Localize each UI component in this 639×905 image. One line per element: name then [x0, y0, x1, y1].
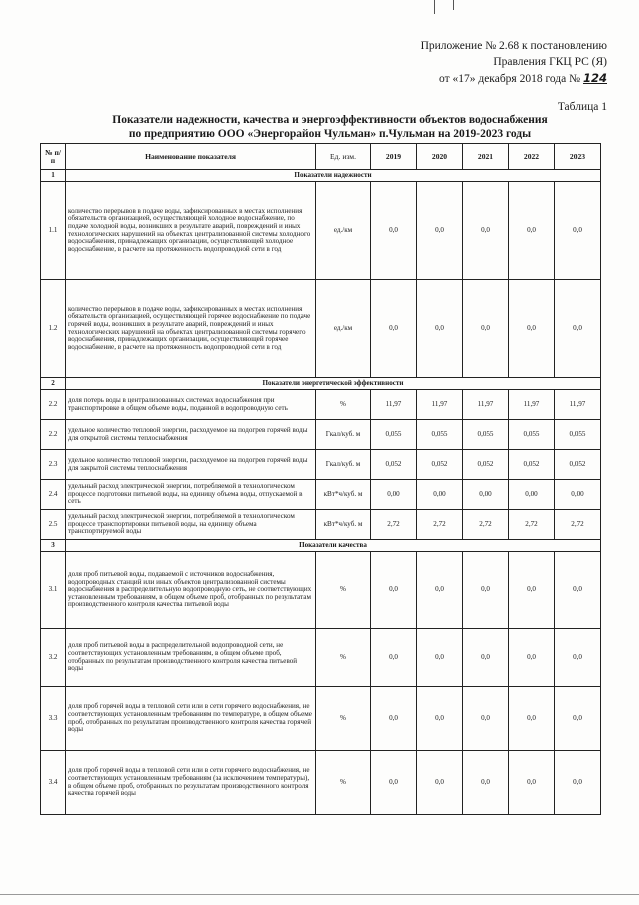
section-title: Показатели энергетической эффективности	[66, 378, 601, 390]
table-row	[41, 420, 601, 450]
value-2019: 0,0	[371, 751, 417, 815]
unit-cell: %	[316, 629, 371, 687]
unit-cell: %	[316, 390, 371, 420]
value-2022: 0,0	[509, 687, 555, 751]
section-row	[41, 170, 601, 182]
value-2022: 0,055	[509, 420, 555, 450]
value-2023: 2,72	[555, 510, 601, 540]
indicator-name: удельный расход электрической энергии, потребляемой в технологическом процессе транспортировки питьевой воды, на единицу объема транспортируемой воды	[66, 510, 316, 540]
value-2020: 0,0	[417, 552, 463, 629]
col-header-2021: 2021	[463, 144, 509, 170]
value-2019: 0,0	[371, 280, 417, 378]
indicator-name: доля проб питьевой воды, подаваемой с источников водоснабжения, водопроводных станций или иных объектов централизованной системы водоснабжения в распределительную водопроводную сеть, не соответствующих установленным требованиям, в общем объеме проб, отобранных по результатам производственного контроля качества питьевой воды	[66, 552, 316, 629]
header-date: от «17» декабря 2018 года №	[438, 73, 581, 85]
value-2020: 0,055	[417, 420, 463, 450]
value-2022: 0,0	[509, 552, 555, 629]
indicator-name: доля проб горячей воды в тепловой сети или в сети горячего водоснабжения, не соответствующих установленным требованиям (за исключением температуры), в общем объеме проб, отобранных по результатам производственного контроля качества горячей воды	[66, 751, 316, 815]
value-2022: 11,97	[509, 390, 555, 420]
value-2019: 0,0	[371, 552, 417, 629]
indicator-name: удельное количество тепловой энергии, расходуемое на подогрев горячей воды для открытой системы теплоснабжения	[66, 420, 316, 450]
table-row	[41, 450, 601, 480]
value-2020: 0,00	[417, 480, 463, 510]
row-number: 2.4	[41, 480, 66, 510]
document-header	[421, 38, 607, 87]
row-number: 2.3	[41, 450, 66, 480]
section-title: Показатели надежности	[66, 170, 601, 182]
value-2019: 2,72	[371, 510, 417, 540]
value-2023: 11,97	[555, 390, 601, 420]
table-row	[41, 390, 601, 420]
table-row	[41, 480, 601, 510]
value-2021: 0,00	[463, 480, 509, 510]
table-label: Таблица 1	[557, 101, 607, 113]
scan-artifact	[0, 894, 639, 895]
value-2020: 11,97	[417, 390, 463, 420]
unit-cell: %	[316, 751, 371, 815]
table-row	[41, 687, 601, 751]
section-number: 1	[41, 170, 66, 182]
col-header-name: Наименование показателя	[66, 144, 316, 170]
scan-artifact	[453, 0, 454, 10]
value-2021: 0,052	[463, 450, 509, 480]
unit-cell: Гкал/куб. м	[316, 420, 371, 450]
row-number: 2.2	[41, 390, 66, 420]
value-2023: 0,0	[555, 182, 601, 280]
value-2022: 0,0	[509, 629, 555, 687]
row-number: 2.2	[41, 420, 66, 450]
col-header-num: № п/п	[41, 144, 66, 170]
indicator-name: доля проб горячей воды в тепловой сети или в сети горячего водоснабжения, не соответствующих установленным требованиям по температуре, в общем объеме проб, отобранных по результатам производственного контроля качества горячей воды	[66, 687, 316, 751]
col-header-2022: 2022	[509, 144, 555, 170]
table-row	[41, 182, 601, 280]
section-number: 3	[41, 540, 66, 552]
section-number: 2	[41, 378, 66, 390]
value-2019: 0,052	[371, 450, 417, 480]
value-2021: 11,97	[463, 390, 509, 420]
value-2020: 0,0	[417, 687, 463, 751]
value-2021: 0,0	[463, 280, 509, 378]
table-row	[41, 629, 601, 687]
value-2022: 0,0	[509, 280, 555, 378]
value-2021: 0,0	[463, 629, 509, 687]
unit-cell: %	[316, 552, 371, 629]
value-2022: 0,052	[509, 450, 555, 480]
value-2021: 0,0	[463, 552, 509, 629]
value-2020: 0,0	[417, 280, 463, 378]
header-line-1: Приложение № 2.68 к постановлению	[420, 40, 607, 52]
value-2023: 0,0	[555, 629, 601, 687]
header-line-3	[421, 70, 607, 87]
row-number: 3.4	[41, 751, 66, 815]
header-line-2: Правления ГКЦ РС (Я)	[493, 56, 607, 68]
value-2021: 0,0	[463, 751, 509, 815]
indicator-name: количество перерывов в подаче воды, зафиксированных в местах исполнения обязательств организацией, осуществляющей холодное водоснабжение, по подаче холодной воды, возникших в результате аварий, повреждений и иных технологических нарушений на объектах централизованной системы холодного водоснабжения, принадлежащих организации, осуществляющей холодное водоснабжение, в расчете на протяженность водопроводной сети в год	[66, 182, 316, 280]
value-2023: 0,055	[555, 420, 601, 450]
indicators-table	[40, 143, 601, 815]
indicator-name: удельный расход электрической энергии, потребляемой в технологическом процессе подготовки питьевой воды, на единицу объема воды, отпускаемой в сеть	[66, 480, 316, 510]
row-number: 1.1	[41, 182, 66, 280]
value-2019: 0,0	[371, 182, 417, 280]
table-row	[41, 552, 601, 629]
col-header-unit: Ед. изм.	[316, 144, 371, 170]
value-2022: 0,00	[509, 480, 555, 510]
row-number: 3.3	[41, 687, 66, 751]
value-2019: 0,055	[371, 420, 417, 450]
table-row	[41, 510, 601, 540]
row-number: 3.1	[41, 552, 66, 629]
value-2021: 0,0	[463, 687, 509, 751]
value-2023: 0,052	[555, 450, 601, 480]
unit-cell: ед./км	[316, 182, 371, 280]
value-2020: 0,052	[417, 450, 463, 480]
table-row	[41, 751, 601, 815]
value-2021: 0,0	[463, 182, 509, 280]
scan-artifact	[434, 0, 435, 14]
value-2020: 0,0	[417, 182, 463, 280]
unit-cell: ед./км	[316, 280, 371, 378]
row-number: 1.2	[41, 280, 66, 378]
value-2021: 2,72	[463, 510, 509, 540]
col-header-2019: 2019	[371, 144, 417, 170]
table-row	[41, 280, 601, 378]
value-2023: 0,0	[555, 751, 601, 815]
table-body	[41, 170, 601, 815]
unit-cell: Гкал/куб. м	[316, 450, 371, 480]
indicator-name: доля потерь воды в централизованных системах водоснабжения при транспортировке в общем объеме воды, поданной в водопроводную сеть	[66, 390, 316, 420]
title-line-1: Показатели надежности, качества и энергоэффективности объектов водоснабжения	[112, 114, 548, 126]
section-row	[41, 378, 601, 390]
indicator-name: доля проб питьевой воды в распределительной водопроводной сети, не соответствующих установленным требованиям, в общем объеме проб, отобранных по результатам производственного контроля качества питьевой воды	[66, 629, 316, 687]
table-header-row	[41, 144, 601, 170]
indicator-name: количество перерывов в подаче воды, зафиксированных в местах исполнения обязательств организацией, осуществляющей горячее водоснабжение по подаче горячей воды, возникших в результате аварий, повреждений и иных технологических нарушений на объектах централизованной системы горячего водоснабжения, принадлежащих организации, осуществляющей горячее водоснабжение, в расчете на протяженность водопроводной сети в год	[66, 280, 316, 378]
value-2023: 0,0	[555, 687, 601, 751]
value-2019: 0,0	[371, 687, 417, 751]
value-2020: 2,72	[417, 510, 463, 540]
indicator-name: удельное количество тепловой энергии, расходуемое на подогрев горячей воды для закрытой системы теплоснабжения	[66, 450, 316, 480]
unit-cell: %	[316, 687, 371, 751]
title-line-2: по предприятию ООО «Энергорайон Чульман» п.Чульман на 2019-2023 годы	[128, 128, 532, 140]
value-2019: 11,97	[371, 390, 417, 420]
handwritten-number: 124	[582, 71, 607, 85]
section-title: Показатели качества	[66, 540, 601, 552]
row-number: 2.5	[41, 510, 66, 540]
value-2022: 0,0	[509, 751, 555, 815]
value-2019: 0,0	[371, 629, 417, 687]
unit-cell: кВт*ч/куб. м	[316, 510, 371, 540]
section-row	[41, 540, 601, 552]
value-2020: 0,0	[417, 629, 463, 687]
value-2022: 0,0	[509, 182, 555, 280]
document-title	[60, 113, 600, 141]
value-2022: 2,72	[509, 510, 555, 540]
row-number: 3.2	[41, 629, 66, 687]
col-header-2020: 2020	[417, 144, 463, 170]
value-2023: 0,0	[555, 552, 601, 629]
value-2021: 0,055	[463, 420, 509, 450]
unit-cell: кВт*ч/куб. м	[316, 480, 371, 510]
value-2020: 0,0	[417, 751, 463, 815]
value-2023: 0,00	[555, 480, 601, 510]
col-header-2023: 2023	[555, 144, 601, 170]
value-2023: 0,0	[555, 280, 601, 378]
value-2019: 0,00	[371, 480, 417, 510]
